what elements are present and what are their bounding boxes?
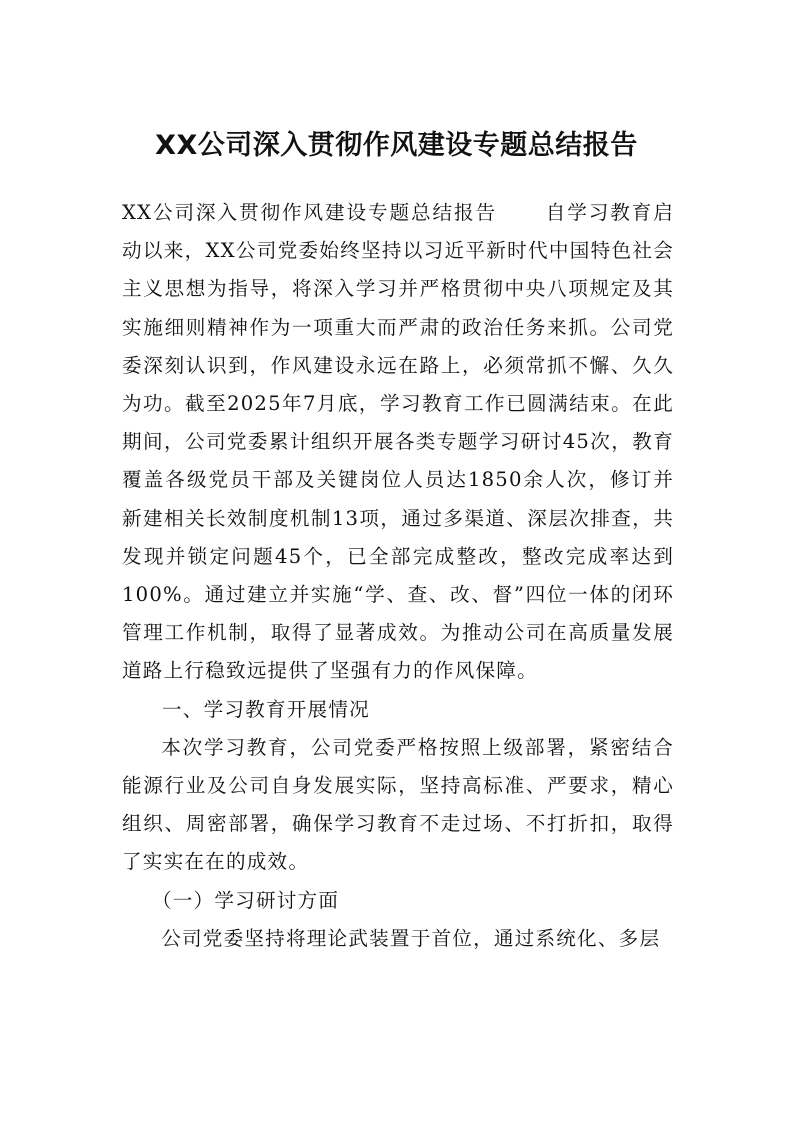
section-heading-1: 一、学习教育开展情况 — [162, 697, 370, 721]
intro-paragraph — [122, 194, 674, 691]
subsection-paragraph-1: 公司党委坚持将理论武装置于首位，通过系统化、多层 — [161, 926, 661, 950]
subsection-heading-1: （一）学习研讨方面 — [152, 888, 340, 912]
intro-title-text: XX公司深入贯彻作风建设专题总结报告 — [122, 201, 497, 224]
section-paragraph-1: 本次学习教育，公司党委严格按照上级部署，紧密结合能源行业及公司自身发展实际，坚持高标准、严要求，精心组织、周密部署，确保学习教育不走过场、不打折扣，取得了实实在在的成效。 — [122, 735, 674, 874]
document-body — [122, 194, 674, 958]
document-title: XX公司深入贯彻作风建设专题总结报告 — [155, 130, 638, 161]
intro-body-text: 自学习教育启动以来，XX公司党委始终坚持以习近平新时代中国特色社会主义思想为指导，将深入学习并严格贯彻中央八项规定及其实施细则精神作为一项重大而严肃的政治任务来抓。公司党委深刻认识到，作风建设永远在路上，必须常抓不懈、久久为功。截至2025年7月底，学习教育工作已圆满结束。在此期间，公司党委累计组织开展各类专题学习研讨45次，教育覆盖各级党员干部及关键岗位人员达1850余人次，修订并新建相关长效制度机制13项，通过多渠道、深层次排查，共发现并锁定问题45个，已全部完成整改，整改完成率达到100%。通过建立并实施“学、查、改、督”四位一体的闭环管理工作机制，取得了显著成效。为推动公司在高质量发展道路上行稳致远提供了坚强有力的作风保障。 — [122, 201, 674, 683]
